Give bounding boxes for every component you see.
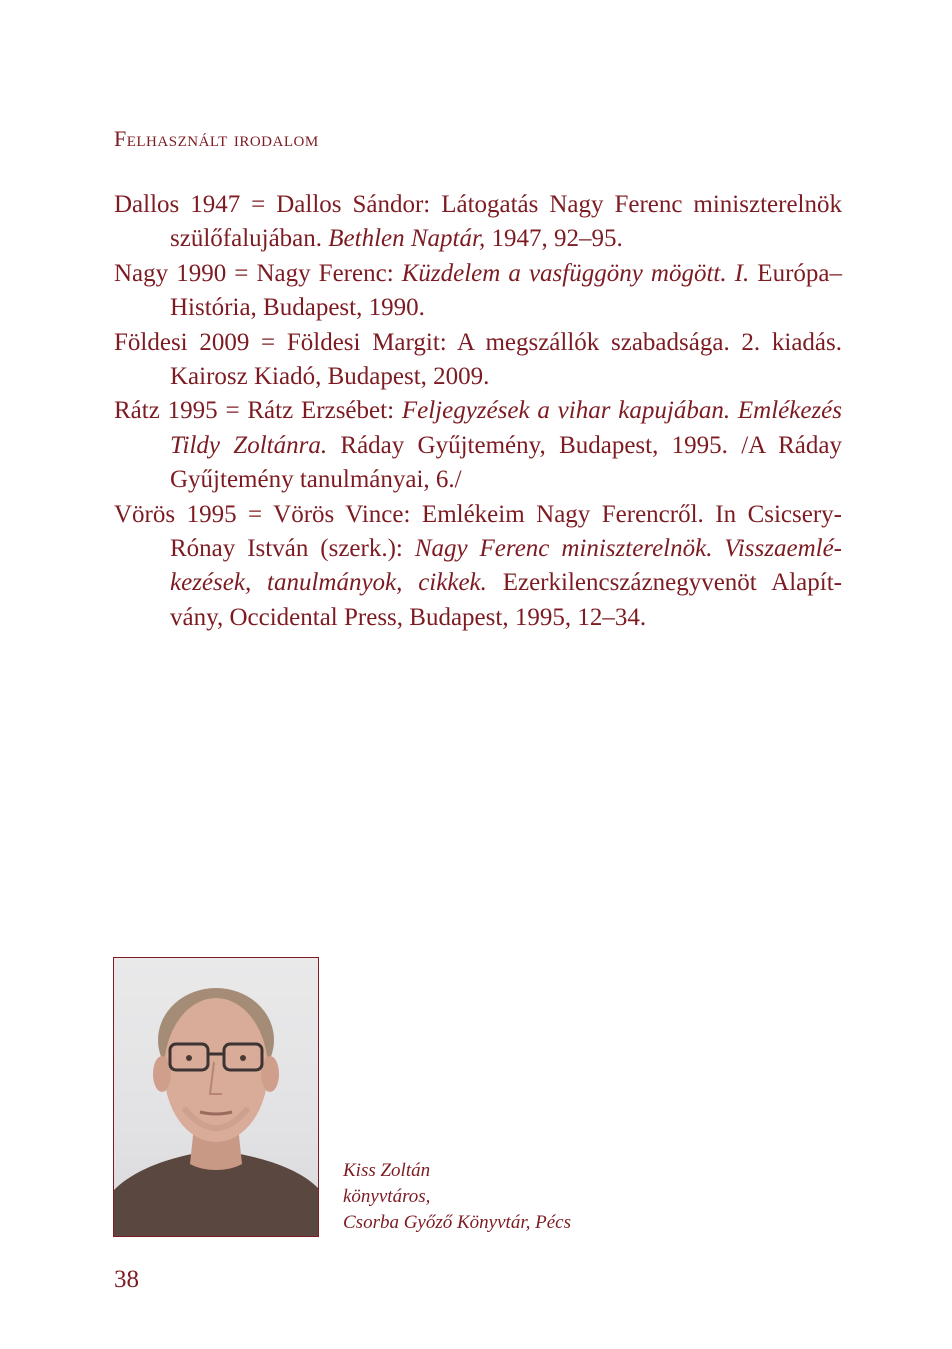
reference-text: Európa–História, Budapest, 1990. (170, 259, 842, 322)
page-number: 38 (114, 1266, 139, 1293)
reference-item (114, 498, 842, 636)
reference-item (114, 394, 842, 497)
reference-text: Dallos 1947 = Dallos Sándor: Látogatás Nagy Ferenc miniszterelnök szülőfalujában. (114, 191, 842, 253)
reference-text: Nagy 1990 = Nagy Ferenc: (114, 259, 402, 287)
reference-item (114, 326, 842, 395)
author-caption (343, 1158, 571, 1236)
reference-title: Küzdelem a vasfüggöny mögött. I. (401, 259, 750, 287)
author-name: Kiss Zoltán (343, 1160, 431, 1181)
reference-text: Ezerkilencszáznegyvenöt Alapít-vány, Occidental Press, Budapest, 1995, 12–34. (170, 569, 842, 631)
reference-list (114, 188, 842, 635)
author-photo (113, 957, 319, 1237)
reference-title: Nagy Ferenc miniszterelnök. Visszaemlé-kezések, tanulmányok, cikkek. (170, 535, 842, 597)
reference-item (114, 257, 842, 326)
reference-text: Rátz 1995 = Rátz Erzsébet: (114, 397, 402, 425)
reference-text: 1947, 92–95. (485, 225, 623, 253)
author-affiliation: Csorba Győző Könyvtár, Pécs (343, 1212, 571, 1233)
reference-text: Vörös 1995 = Vörös Vince: Emlékeim Nagy Ferencről. In Csicsery-Rónay István (szerk.): (114, 500, 842, 563)
reference-text: Ráday Gyűjtemény, Budapest, 1995. /A Ráday Gyűjtemény tanulmányai, 6./ (170, 431, 842, 494)
author-role: könyvtáros, (343, 1186, 431, 1207)
reference-item (114, 188, 842, 257)
reference-title: Bethlen Naptár, (328, 225, 486, 253)
reference-title: Feljegyzések a vihar kapujában. Emlékezés Tildy Zoltánra. (170, 397, 843, 459)
section-title: Felhasznált irodalom (114, 126, 319, 151)
reference-text: Földesi 2009 = Földesi Margit: A megszállók szabadsága. 2. kiadás. Kairosz Kiadó, Budapest, 2009. (114, 328, 842, 391)
